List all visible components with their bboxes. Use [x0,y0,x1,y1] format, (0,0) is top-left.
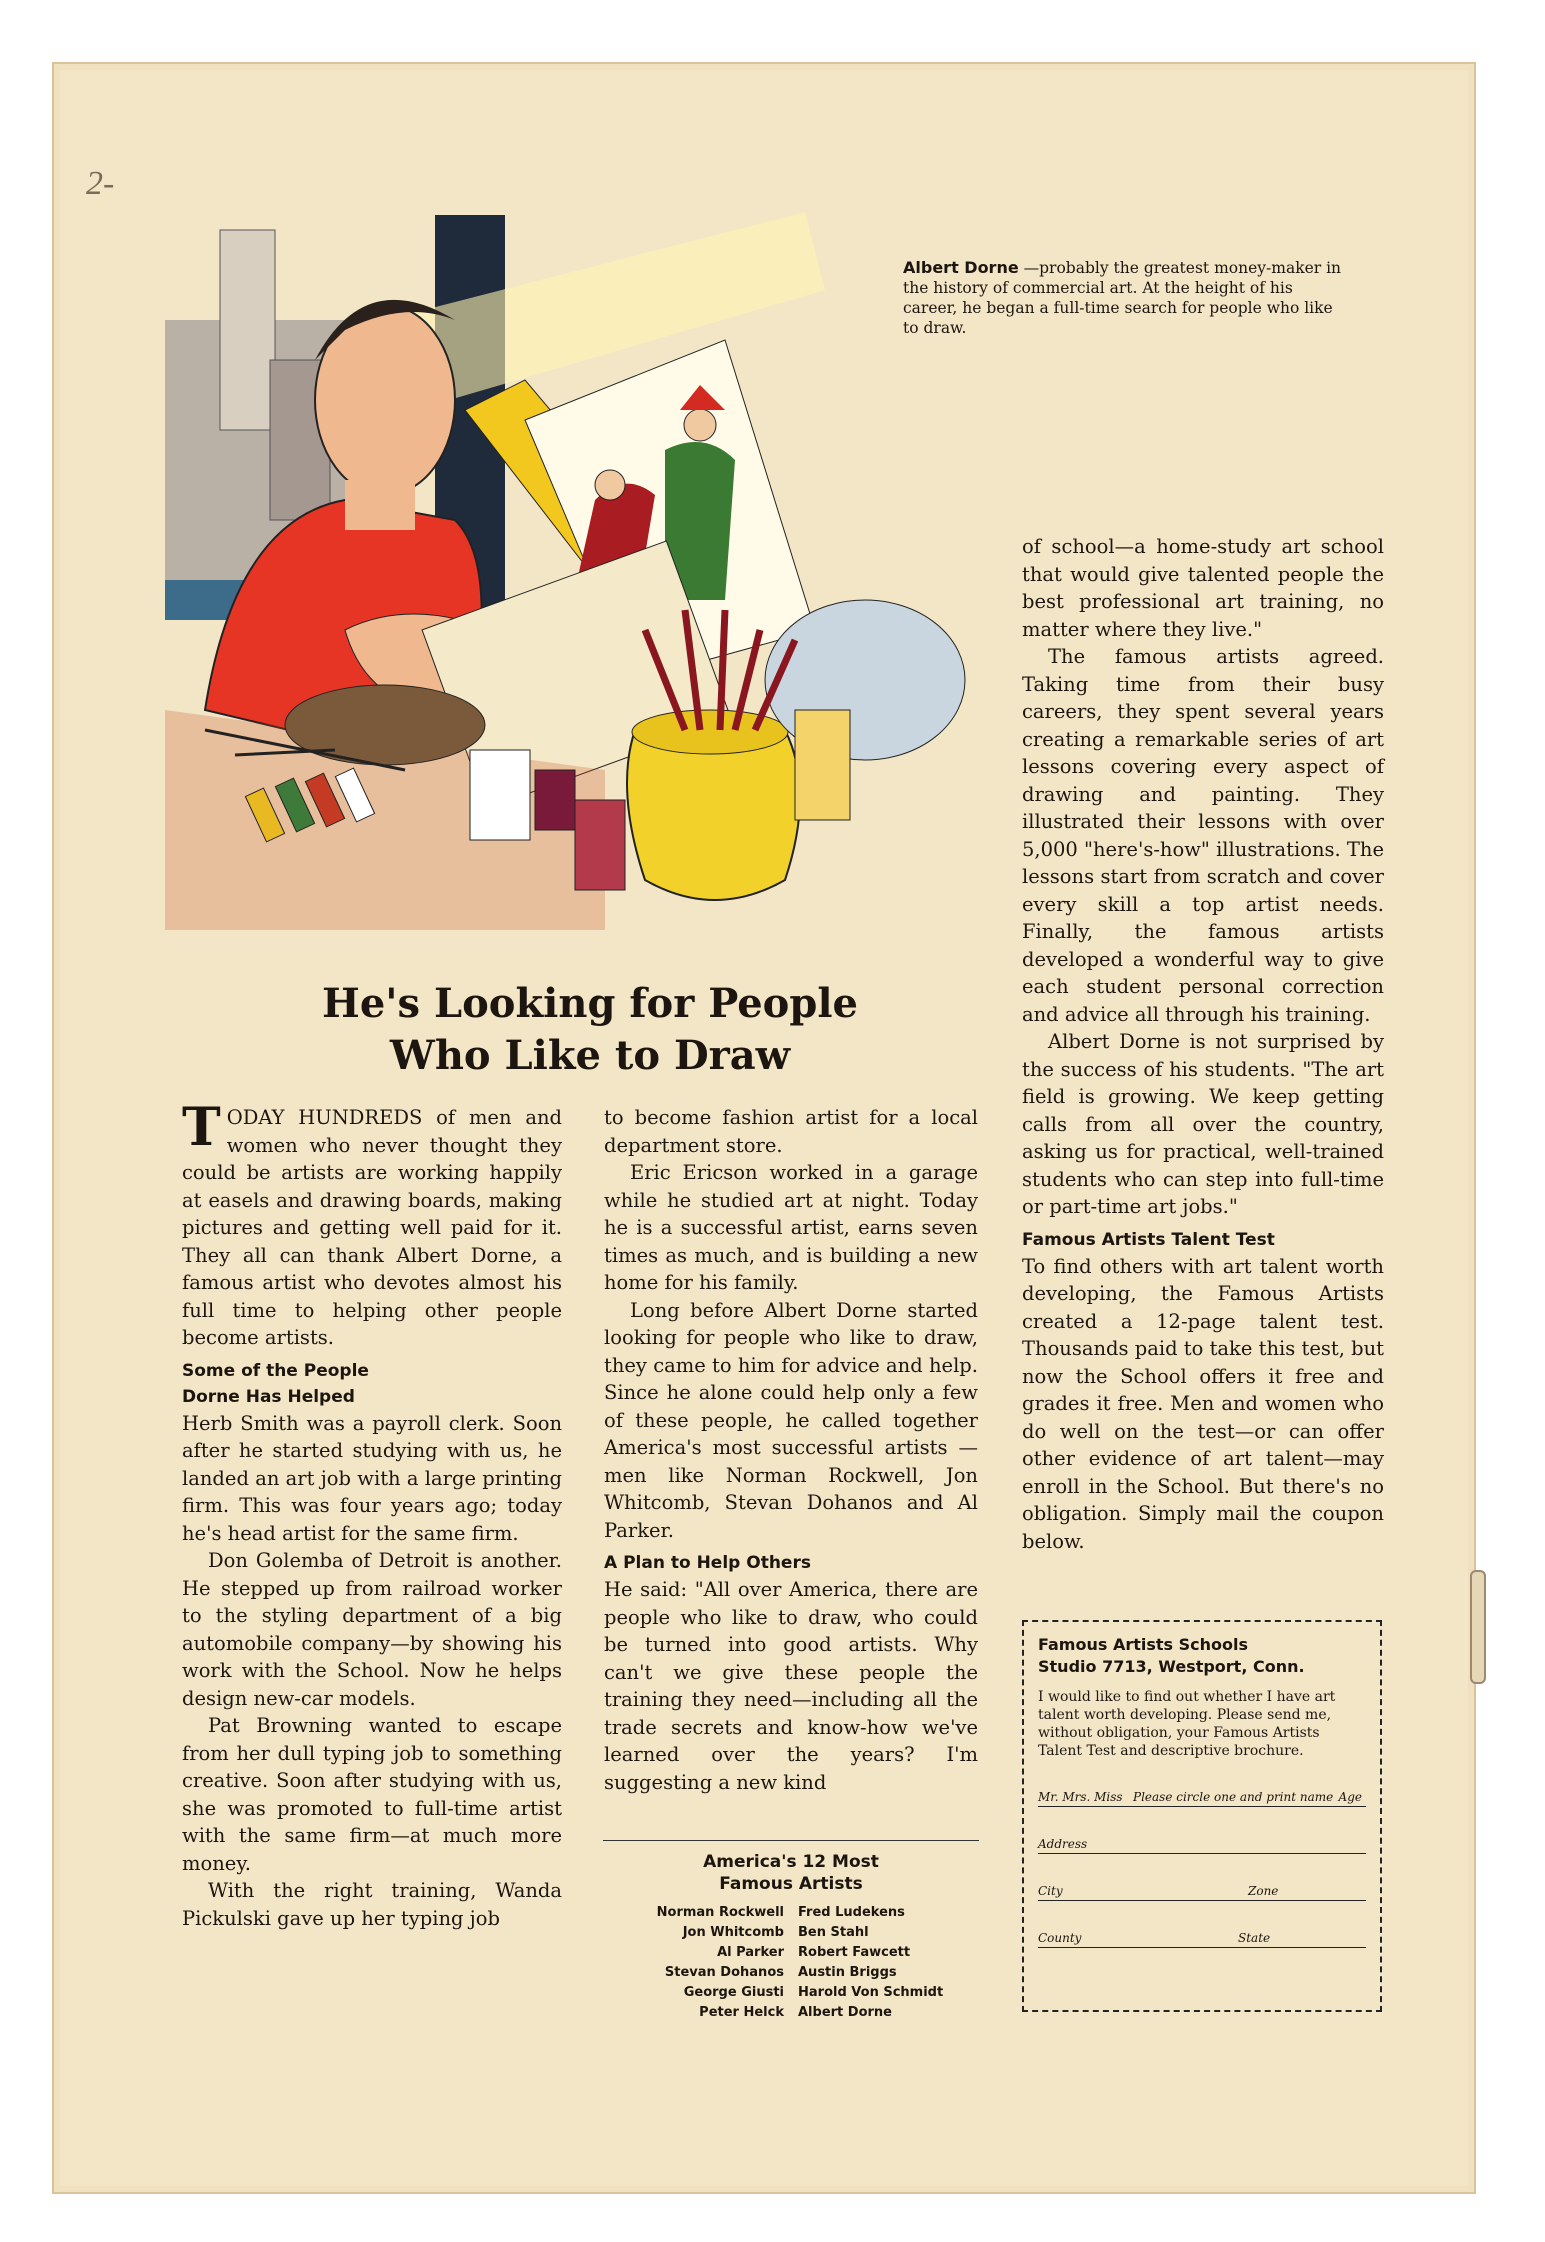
artist-name: Fred Ludekens [798,1905,905,1920]
city-label: City [1038,1884,1063,1898]
paragraph-wanda-pickulski: With the right training, Wanda Pickulski gave up her typing job [182,1879,562,1930]
artist-name: Norman Rockwell [656,1905,784,1920]
headline-line-2: Who Like to Draw [389,1032,791,1079]
article-column-3 [1022,533,1384,1555]
paragraph-herb-smith: Herb Smith was a payroll clerk. Soon after he started studying with us, he landed an art job with a large printing firm. This was four years ago; today he's head artist for the same firm. [182,1411,562,1545]
article-headline [240,978,940,1082]
famous-artists-box [603,1840,979,2023]
county-state-field[interactable] [1038,1917,1366,1948]
coupon-request-text: I would like to find out whether I have art talent worth developing. Please send me, without obligation, your Famous Artists Talent Test and descriptive brochure. [1038,1689,1336,1759]
caption-text: —probably the greatest money-maker in the history of commercial art. At the height of his career, he began a full-time search for people who like to draw. [903,259,1342,337]
paragraph-fashion-artist: to become fashion artist for a local department store. [604,1106,978,1157]
state-label: State [1238,1931,1271,1945]
paragraph-talent-test: To find others with art talent worth developing, the Famous Artists created a 12-page talent test. Thousands paid to take this test, but now the School offers it free and grades it free. Men and women who do well on the test—or can offer other evidence of art talent—may enroll in the School. But there's no obligation. Simply mail the coupon below. [1022,1254,1384,1553]
article-column-2 [604,1104,978,1796]
famous-artists-list [603,1903,979,2023]
pencil-mark: 2- [86,165,115,202]
county-label: County [1038,1931,1082,1945]
name-hint: Please circle one and print name [1133,1790,1334,1804]
mail-coupon[interactable] [1022,1620,1382,2012]
staple [1470,1570,1486,1684]
famous-artists-title: America's 12 Most Famous Artists [703,1852,879,1894]
paragraph-don-golemba: Don Golemba of Detroit is another. He stepped up from railroad worker to the styling department of a big automobile company—by showing his work with the School. Now he helps design new-car models. [182,1549,562,1710]
paragraph-pat-browning: Pat Browning wanted to escape from her dull typing job to something creative. Soon after studying with us, she was promoted to full-time artist with the same firm—at much more money. [182,1714,562,1875]
subhead-plan: A Plan to Help Others [604,1553,811,1573]
paragraph-intro: of men and women who never thought they could be artists are working happily at easels and drawing boards, making pictures and getting well paid for it. They all can thank Albert Dorne, a famous artist who devotes almost his full time to helping other people become artists. [182,1106,563,1349]
paragraph-not-surprised: Albert Dorne is not surprised by the success of his students. "The art field is growing. We keep getting calls from all over the country, asking us for practical, well-trained students who can step into full-time or part-time art jobs." [1022,1030,1384,1218]
illustration-caption [903,258,1343,338]
name-prefix: Mr. Mrs. Miss [1038,1790,1123,1804]
paragraph-eric-ericson: Eric Ericson worked in a garage while he studied art at night. Today he is a successful artist, earns seven times as much, and is building a new home for his family. [604,1161,978,1294]
caption-name: Albert Dorne [903,258,1019,277]
address-label: Address [1038,1837,1088,1851]
paragraph-he-said: He said: "All over America, there are people who like to draw, who could be turned into good artists. Why can't we give these people the training they need—including all the trade secrets and know-how we've learned over the years? I'm suggesting a new kind [604,1578,978,1794]
name-field[interactable] [1038,1776,1366,1807]
artist-name: Albert Dorne [798,2005,892,2020]
artist-name: George Giusti [683,1985,784,2000]
artist-name: Al Parker [717,1945,784,1960]
drop-cap: T [182,1097,221,1158]
lead-small-caps: ODAY HUNDREDS [226,1106,423,1129]
paragraph-home-study: of school—a home-study art school that would give talented people the best professional art training, no matter where they live." [1022,535,1384,641]
artist-name: Stevan Dohanos [664,1965,784,1980]
article-column-1 [182,1097,563,1932]
artist-name: Austin Briggs [798,1965,897,1980]
zone-label: Zone [1248,1884,1279,1898]
coupon-school-name: Famous Artists Schools [1038,1635,1248,1654]
age-label: Age [1338,1790,1362,1804]
paragraph-artists-agreed: The famous artists agreed. Taking time from their busy careers, they spent several years creating a remarkable series of art lessons covering every aspect of drawing and painting. They illustrated their lessons with over 5,000 "here's-how" illustrations. The lessons start from scratch and cover every skill a top artist needs. Finally, the famous artists developed a wonderful way to give each student personal correction and advice all through his training. [1022,645,1385,1026]
subhead-talent-test: Famous Artists Talent Test [1022,1229,1275,1250]
artist-name: Peter Helck [699,2005,784,2020]
coupon-studio-address: Studio 7713, Westport, Conn. [1038,1657,1305,1676]
albert-dorne-illustration [165,210,990,930]
address-field[interactable] [1038,1823,1366,1854]
city-zone-field[interactable] [1038,1870,1366,1901]
subhead-people-helped: Some of the People Dorne Has Helped [182,1360,369,1407]
artist-name: Robert Fawcett [798,1945,911,1960]
artist-name: Harold Von Schmidt [798,1985,944,2000]
paragraph-long-before: Long before Albert Dorne started looking for people who like to draw, they came to him for advice and help. Since he alone could help only a few of these people, he called together America's most successful artists —men like Norman Rockwell, Jon Whitcomb, Stevan Dohanos and Al Parker. [604,1298,978,1542]
artist-name: Ben Stahl [798,1925,869,1940]
artist-name: Jon Whitcomb [682,1925,784,1940]
headline-line-1: He's Looking for People [322,980,858,1027]
